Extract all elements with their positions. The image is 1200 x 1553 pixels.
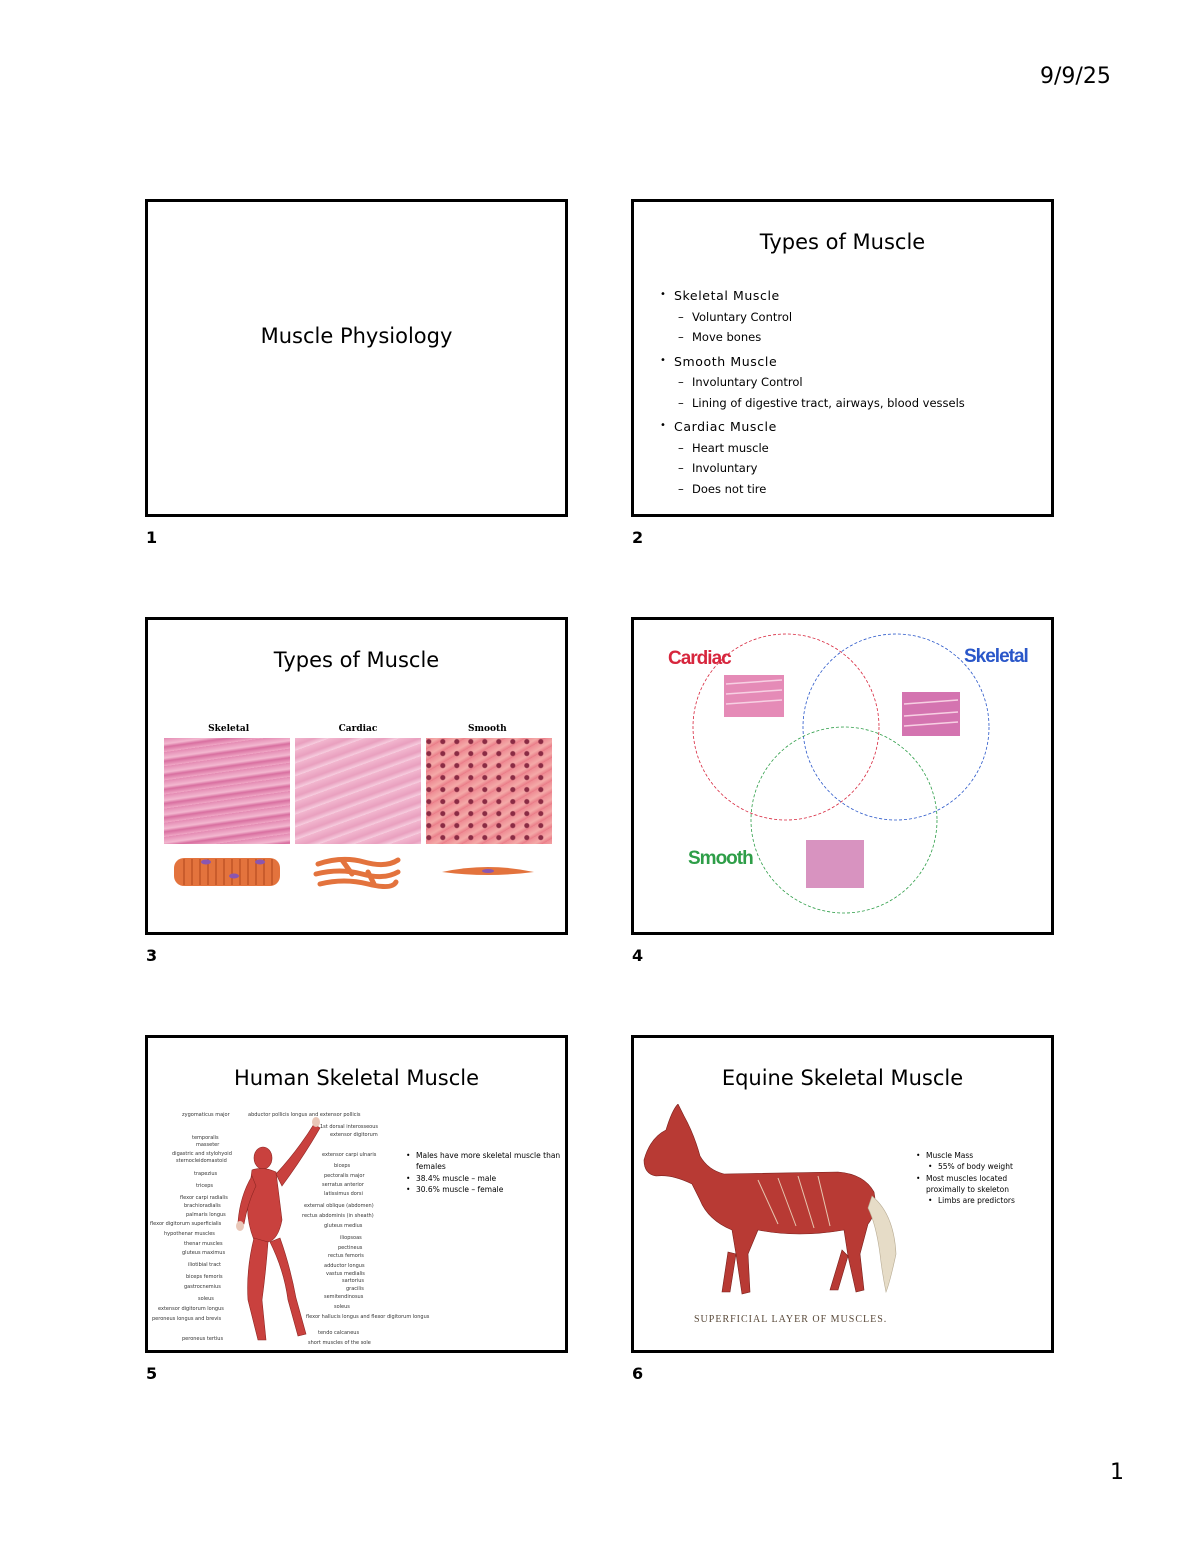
smooth-fiber-icon [438,852,538,892]
sub-bullet-item: – Move bones [658,332,965,344]
bullet-item: • Skeletal Muscle [658,290,965,303]
muscle-label: sternocleidomastoid [176,1158,227,1164]
venn-label-cardiac: Cardiac [668,648,731,669]
slide-2 [631,199,1054,517]
slide-number: 6 [632,1364,644,1383]
muscle-label: extensor digitorum [330,1132,378,1138]
muscle-label: sartorius [342,1278,364,1284]
muscle-label: pectineus [338,1245,363,1251]
muscle-label: serratus anterior [322,1182,364,1188]
sub-bullet-item: – Lining of digestive tract, airways, blood vessels [658,398,965,410]
slide-number: 5 [146,1364,158,1383]
sub-bullet-item: – Does not tire [658,484,965,496]
sub-bullet-item: • 55% of body weight [916,1161,1046,1172]
slide-1 [145,199,568,517]
slide-5 [145,1035,568,1353]
muscle-label: pectoralis major [324,1173,365,1179]
bullet-list [658,282,965,495]
muscle-label: gluteus maximus [182,1250,226,1256]
muscle-label: triceps [196,1183,214,1189]
muscle-label: rectus abdominis (in sheath) [302,1213,374,1219]
muscle-label: brachioradialis [184,1203,221,1209]
muscle-label: peroneus tertius [182,1336,224,1342]
bullet-item: • Smooth Muscle [658,356,965,369]
muscle-label: gastrocnemius [184,1284,221,1290]
tissue-labels [164,724,552,734]
page-number: 1 [1110,1460,1124,1485]
sub-bullet-item: – Voluntary Control [658,312,965,324]
muscle-label: digastric and stylohyoid [172,1151,232,1157]
muscle-label: thenar muscles [184,1241,223,1247]
muscle-label: soleus [198,1296,214,1302]
cardiac-tissue-image [295,738,421,844]
cardiac-fiber-icon [312,852,402,892]
slide-title: Equine Skeletal Muscle [721,1066,964,1090]
muscle-label: tendo calcaneus [318,1330,360,1336]
muscle-label: gracilis [346,1286,364,1292]
muscle-label: extensor digitorum longus [158,1306,224,1312]
sub-bullet-item: – Involuntary Control [658,377,965,389]
muscle-label: abductor pollicis longus and extensor pollicis [248,1112,361,1118]
image-caption: SUPERFICIAL LAYER OF MUSCLES. [694,1314,888,1325]
muscle-label: latissimus dorsi [324,1191,363,1197]
muscle-label: iliotibial tract [188,1262,221,1268]
slide-title: Muscle Physiology [260,324,453,348]
muscle-label: soleus [334,1304,350,1310]
muscle-label: trapezius [194,1171,218,1177]
slide-number: 1 [146,528,158,547]
muscle-label: rectus femoris [328,1253,364,1259]
tissue-label-cardiac: Cardiac [338,724,378,734]
muscle-label: gluteus medius [324,1223,363,1229]
muscle-label: extensor carpi ulnaris [322,1152,377,1158]
muscle-label: biceps femoris [186,1274,223,1280]
venn-label-skeletal: Skeletal [964,646,1028,667]
slide-3 [145,617,568,935]
muscle-label: zygomaticus major [182,1112,230,1118]
muscle-label: temporalis [192,1135,219,1141]
bullet-item: • Muscle Mass [916,1150,1046,1161]
muscle-label: peroneus longus and brevis [152,1316,222,1322]
muscle-label: flexor carpi radialis [180,1195,228,1201]
muscle-label: biceps [334,1163,351,1169]
smooth-tissue-image [426,738,552,844]
muscle-label: hypothenar muscles [164,1231,215,1237]
slide-4 [631,617,1054,935]
sub-bullet-item: • Limbs are predictors [916,1195,1046,1206]
slide-title: Types of Muscle [759,230,926,254]
muscle-label: flexor hallucis longus and flexor digitorum longus [306,1314,430,1320]
muscle-label: flexor digitorum superficialis [150,1221,222,1227]
slide-title: Human Skeletal Muscle [233,1066,480,1090]
muscle-label: iliopsoas [340,1235,362,1241]
slide-number: 4 [632,946,644,965]
muscle-label: external oblique (abdomen) [304,1203,374,1209]
tissue-label-smooth: Smooth [467,724,507,734]
slide-number: 3 [146,946,158,965]
bullet-list [916,1150,1046,1206]
bullet-list [406,1150,562,1195]
sub-bullet-item: – Involuntary [658,463,965,475]
slide-title: Types of Muscle [273,648,440,672]
muscle-label: adductor longus [324,1263,365,1269]
skeletal-fiber-icon [172,852,284,892]
muscle-label: semitendinosus [324,1294,364,1300]
smooth-tissue-image [806,840,864,888]
bullet-item: • Males have more skeletal muscle than females [406,1150,562,1173]
page-date: 9/9/25 [1040,64,1111,89]
muscle-label: palmaris longus [186,1212,226,1218]
muscle-label: short muscles of the sole [308,1340,371,1346]
sub-bullet-item: – Heart muscle [658,443,965,455]
slide-number: 2 [632,528,644,547]
muscle-label: vastus medialis [326,1271,365,1277]
bullet-item: • Most muscles located proximally to skeleton [916,1173,1046,1196]
bullet-item: • 38.4% muscle – male [406,1173,562,1184]
slide-6 [631,1035,1054,1353]
horse-muscle-illustration [638,1104,908,1304]
muscle-label: 1st dorsal interosseous [320,1124,378,1130]
skeletal-tissue-image [164,738,290,844]
muscle-label: masseter [196,1142,220,1148]
tissue-label-skeletal: Skeletal [208,724,250,734]
bullet-item: • 30.6% muscle – female [406,1184,562,1195]
bullet-item: • Cardiac Muscle [658,421,965,434]
venn-label-smooth: Smooth [688,848,753,869]
